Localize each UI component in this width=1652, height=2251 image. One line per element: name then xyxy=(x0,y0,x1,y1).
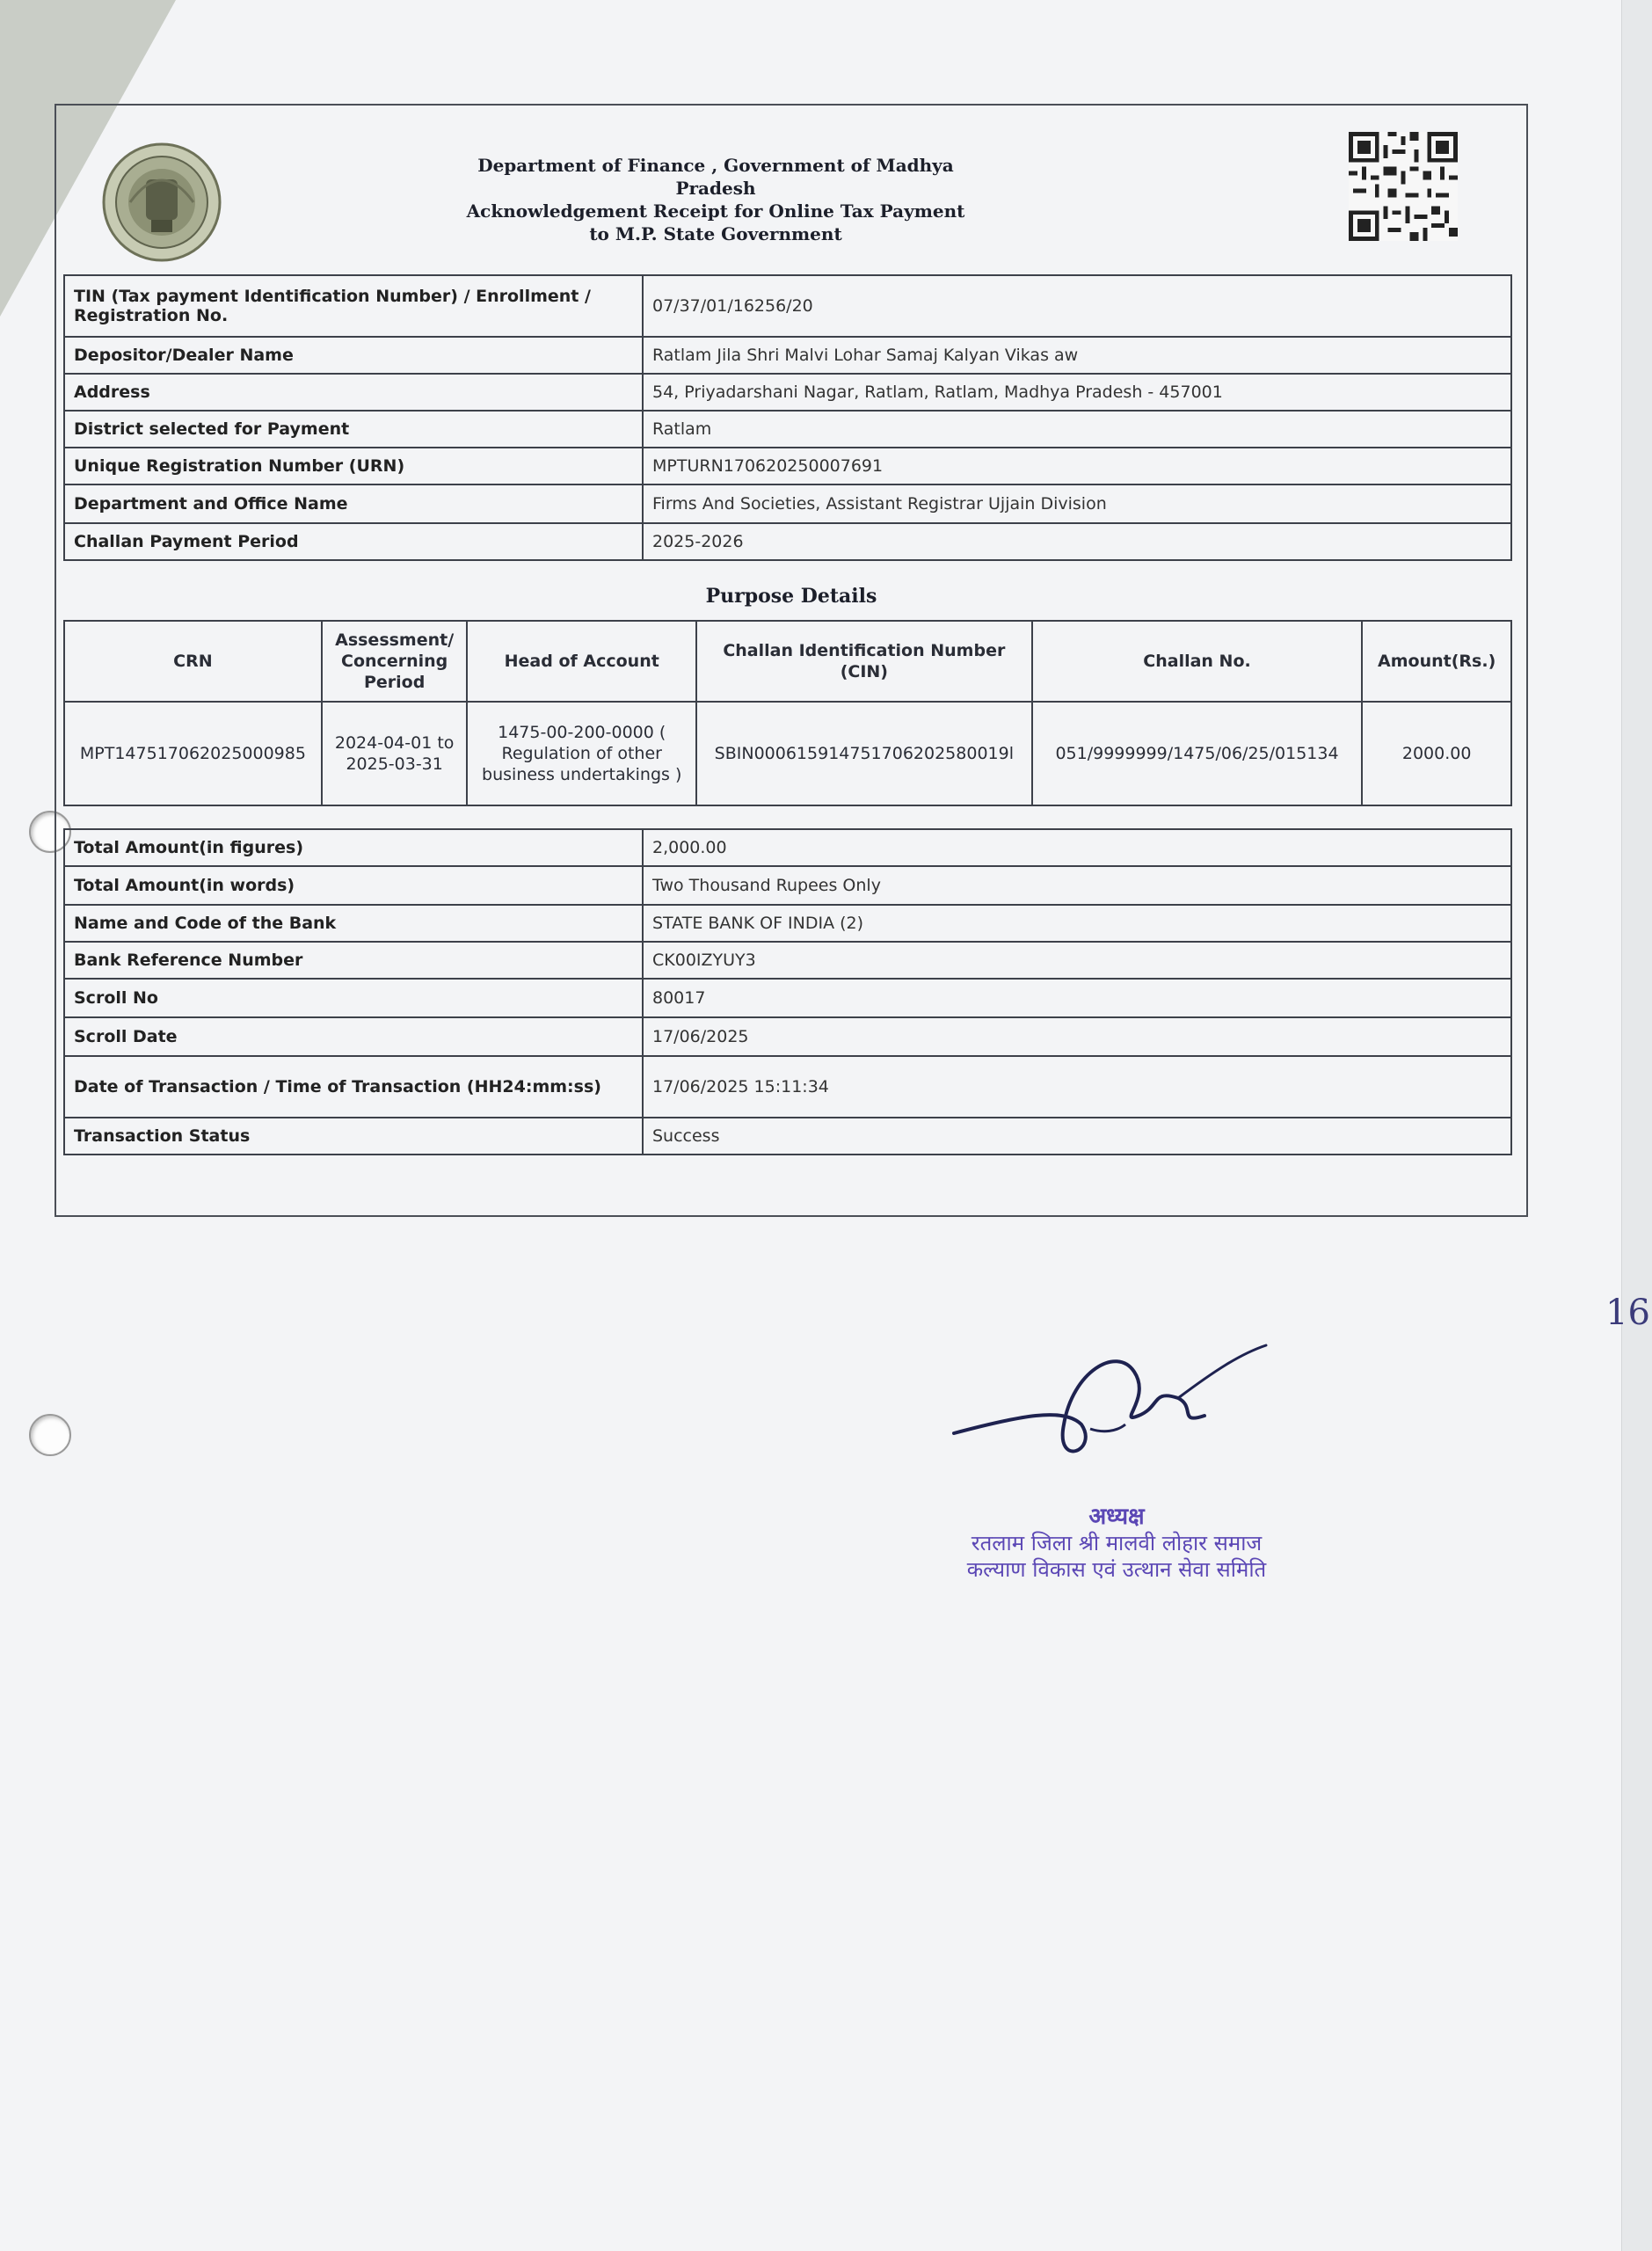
table-row xyxy=(64,866,1511,905)
table-row xyxy=(64,337,1511,374)
amount-header: Amount(Rs.) xyxy=(1362,621,1511,702)
total-figures-value: 2,000.00 xyxy=(643,829,1511,866)
challan-no-header: Challan No. xyxy=(1032,621,1363,702)
bank-reference-value: CK00IZYUY3 xyxy=(643,942,1511,979)
table-row xyxy=(64,942,1511,979)
transaction-datetime-value: 17/06/2025 15:11:34 xyxy=(643,1056,1511,1118)
table-row xyxy=(64,374,1511,411)
table-row xyxy=(64,979,1511,1017)
transaction-status-value: Success xyxy=(643,1118,1511,1155)
table-row xyxy=(64,905,1511,942)
urn-label: Unique Registration Number (URN) xyxy=(64,448,643,484)
scroll-no-label: Scroll No xyxy=(64,979,643,1017)
depositor-details-table xyxy=(63,274,1512,561)
table-header-row xyxy=(64,621,1511,702)
title-line-1: Department of Finance , Government of Madhya Pradesh xyxy=(477,155,954,199)
table-row xyxy=(64,448,1511,484)
qr-code-icon xyxy=(1349,132,1458,241)
cin-header: Challan Identification Number (CIN) xyxy=(696,621,1032,702)
department-label: Department and Office Name xyxy=(64,484,643,523)
state-emblem-icon xyxy=(100,141,223,264)
bank-name-label: Name and Code of the Bank xyxy=(64,905,643,942)
address-value: 54, Priyadarshani Nagar, Ratlam, Ratlam, Madhya Pradesh - 457001 xyxy=(643,374,1511,411)
table-row xyxy=(64,275,1511,337)
scroll-no-value: 80017 xyxy=(643,979,1511,1017)
depositor-name-label: Depositor/Dealer Name xyxy=(64,337,643,374)
bank-name-value: STATE BANK OF INDIA (2) xyxy=(643,905,1511,942)
challan-period-label: Challan Payment Period xyxy=(64,523,643,560)
urn-value: MPTURN170620250007691 xyxy=(643,448,1511,484)
challan-period-value: 2025-2026 xyxy=(643,523,1511,560)
stamp-line-2: कल्याण विकास एवं उत्थान सेवा समिति xyxy=(966,1557,1267,1582)
transaction-status-label: Transaction Status xyxy=(64,1118,643,1155)
signature-icon xyxy=(914,1319,1284,1495)
title-line-2: Acknowledgement Receipt for Online Tax Payment xyxy=(466,200,965,222)
address-label: Address xyxy=(64,374,643,411)
district-label: District selected for Payment xyxy=(64,411,643,448)
tin-label: TIN (Tax payment Identification Number) / Enrollment / Registration No. xyxy=(64,275,643,337)
stamp-seal xyxy=(897,1504,1336,1583)
scroll-date-value: 17/06/2025 xyxy=(643,1017,1511,1056)
department-value: Firms And Societies, Assistant Registrar Ujjain Division xyxy=(643,484,1511,523)
table-row xyxy=(64,1118,1511,1155)
head-of-account-cell: 1475-00-200-0000 ( Regulation of other business undertakings ) xyxy=(467,702,696,805)
period-header: Assessment/ Concerning Period xyxy=(322,621,468,702)
payment-details-table xyxy=(63,828,1512,1155)
district-value: Ratlam xyxy=(643,411,1511,448)
table-row xyxy=(64,829,1511,866)
receipt-header xyxy=(56,106,1526,273)
page-edge xyxy=(1621,0,1652,2251)
purpose-details-heading: Purpose Details xyxy=(705,585,877,608)
table-row xyxy=(64,484,1511,523)
period-cell: 2024-04-01 to 2025-03-31 xyxy=(322,702,468,805)
cin-cell: SBIN000615914751706202580019l xyxy=(696,702,1032,805)
depositor-name-value: Ratlam Jila Shri Malvi Lohar Samaj Kalyan Vikas aw xyxy=(643,337,1511,374)
bank-reference-label: Bank Reference Number xyxy=(64,942,643,979)
punch-hole-bottom xyxy=(29,1414,71,1456)
stamp-line-1: रतलाम जिला श्री मालवी लोहार समाज xyxy=(971,1531,1263,1555)
receipt-frame xyxy=(55,104,1528,1217)
table-row xyxy=(64,523,1511,560)
total-figures-label: Total Amount(in figures) xyxy=(64,829,643,866)
transaction-datetime-label: Date of Transaction / Time of Transaction (HH24:mm:ss) xyxy=(64,1056,643,1118)
table-row xyxy=(64,1056,1511,1118)
receipt-title xyxy=(452,154,979,245)
table-row xyxy=(64,411,1511,448)
challan-no-cell: 051/9999999/1475/06/25/015134 xyxy=(1032,702,1363,805)
table-row xyxy=(64,1017,1511,1056)
crn-cell: MPT147517062025000985 xyxy=(64,702,322,805)
crn-header: CRN xyxy=(64,621,322,702)
total-words-value: Two Thousand Rupees Only xyxy=(643,866,1511,905)
table-row xyxy=(64,702,1511,805)
scroll-date-label: Scroll Date xyxy=(64,1017,643,1056)
stamp-title: अध्यक्ष xyxy=(1088,1504,1145,1530)
amount-cell: 2000.00 xyxy=(1362,702,1511,805)
tin-value: 07/37/01/16256/20 xyxy=(643,275,1511,337)
purpose-details-table xyxy=(63,620,1512,806)
title-line-3: to M.P. State Government xyxy=(589,223,842,244)
total-words-label: Total Amount(in words) xyxy=(64,866,643,905)
margin-page-number: 16 xyxy=(1605,1293,1650,1333)
head-of-account-header: Head of Account xyxy=(467,621,696,702)
